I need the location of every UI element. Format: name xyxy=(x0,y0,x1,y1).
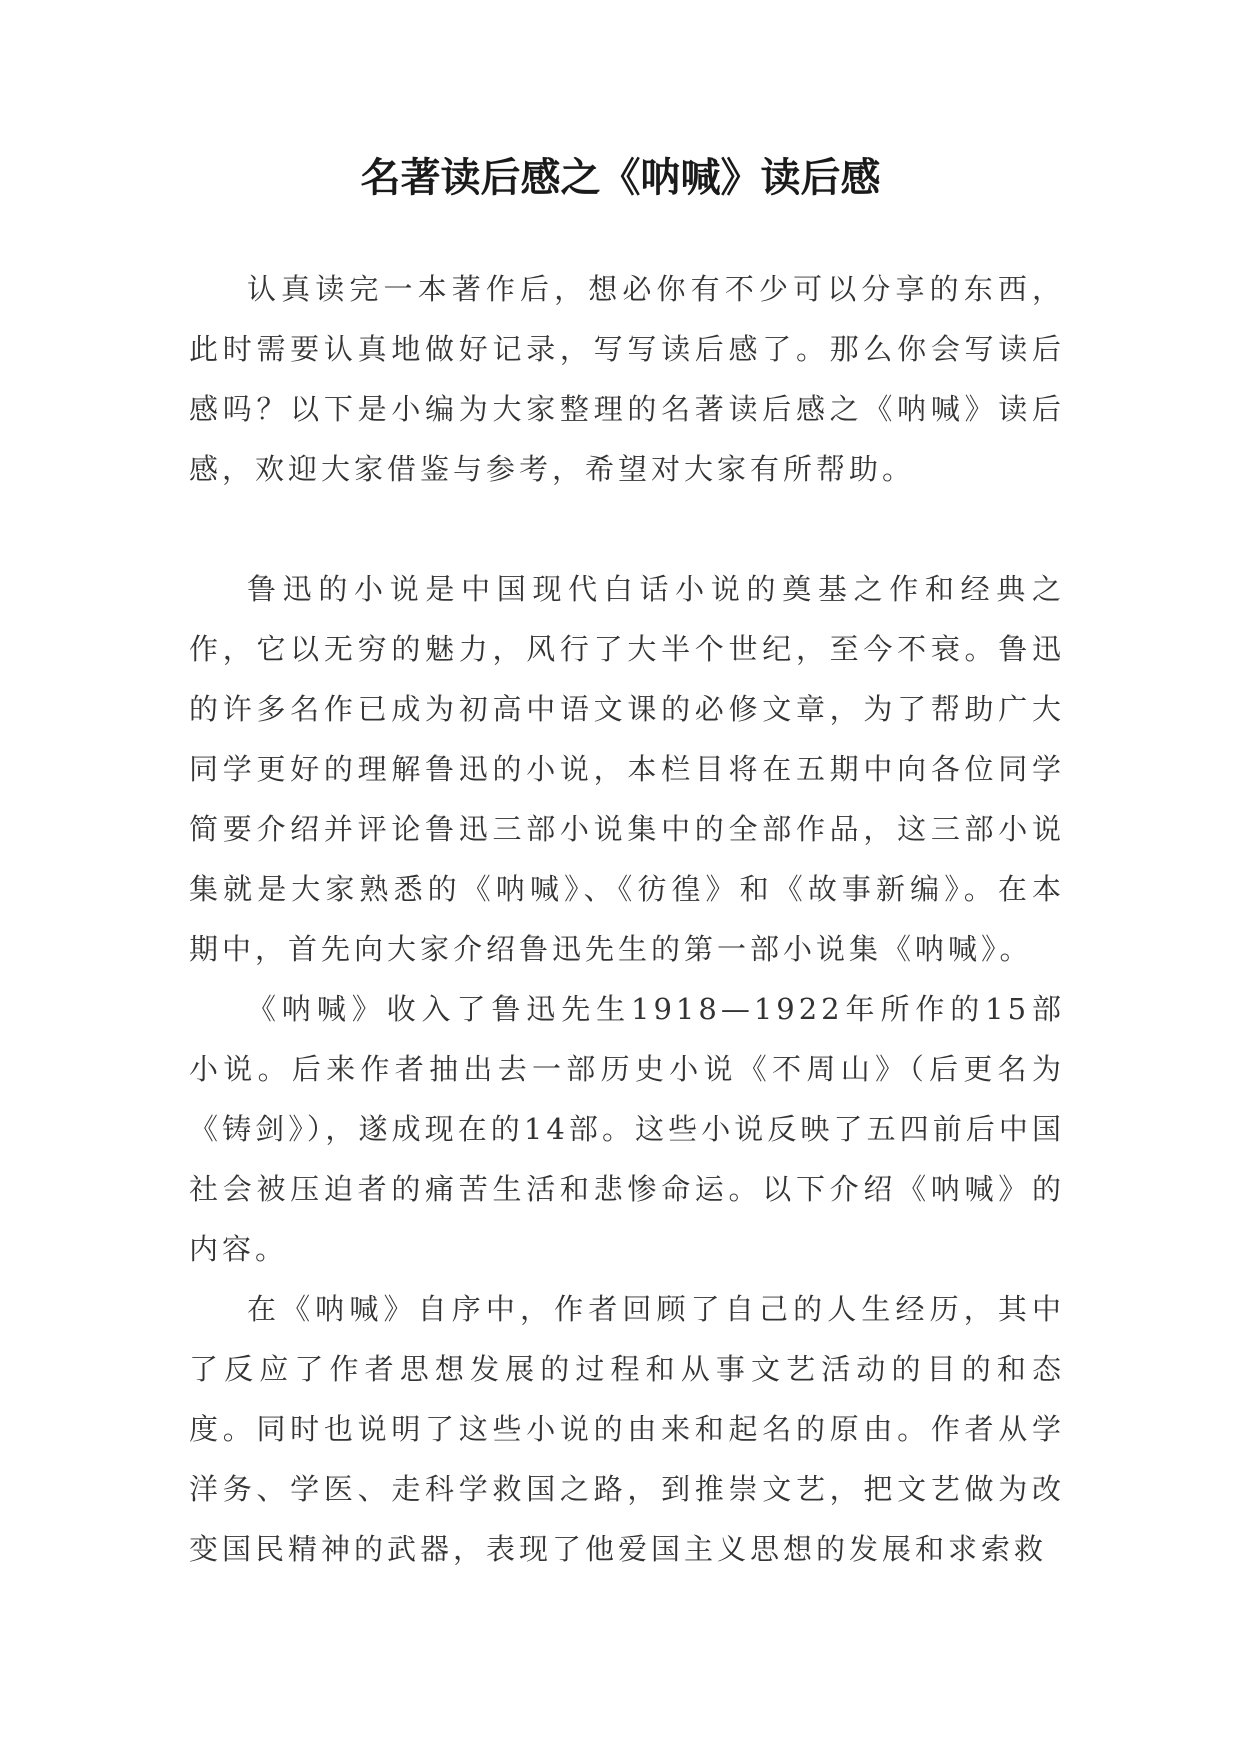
intro-paragraph: 认真读完一本著作后，想必你有不少可以分享的东西，此时需要认真地做好记录，写写读后感了。那么你会写读后感吗？以下是小编为大家整理的名著读后感之《呐喊》读后感，欢迎大家借鉴与参考，希望对大家有所帮助。 xyxy=(189,272,1065,486)
body-paragraph-1: 鲁迅的小说是中国现代白话小说的奠基之作和经典之作，它以无穷的魅力，风行了大半个世纪，至今不衰。鲁迅的许多名作已成为初高中语文课的必修文章，为了帮助广大同学更好的理解鲁迅的小说，本栏目将在五期中向各位同学简要介绍并评论鲁迅三部小说集中的全部作品，这三部小说集就是大家熟悉的《呐喊》、《彷徨》和《故事新编》。在本期中，首先向大家介绍鲁迅先生的第一部小说集《呐喊》。 xyxy=(189,572,1065,966)
body-paragraph-3: 在《呐喊》自序中，作者回顾了自己的人生经历，其中了反应了作者思想发展的过程和从事文艺活动的目的和态度。同时也说明了这些小说的由来和起名的原由。作者从学洋务、学医、走科学救国之路，到推崇文艺，把文艺做为改变国民精神的武器，表现了他爱国主义思想的发展和求索救 xyxy=(189,1292,1065,1566)
document-title: 名著读后感之《呐喊》读后感 xyxy=(360,154,881,201)
body-paragraph-2: 《呐喊》收入了鲁迅先生1918—1922年所作的15部小说。后来作者抽出去一部历史小说《不周山》（后更名为《铸剑》），遂成现在的14部。这些小说反映了五四前后中国社会被压迫者的痛苦生活和悲惨命运。以下介绍《呐喊》的内容。 xyxy=(189,992,1065,1266)
document-body xyxy=(189,259,1065,1579)
